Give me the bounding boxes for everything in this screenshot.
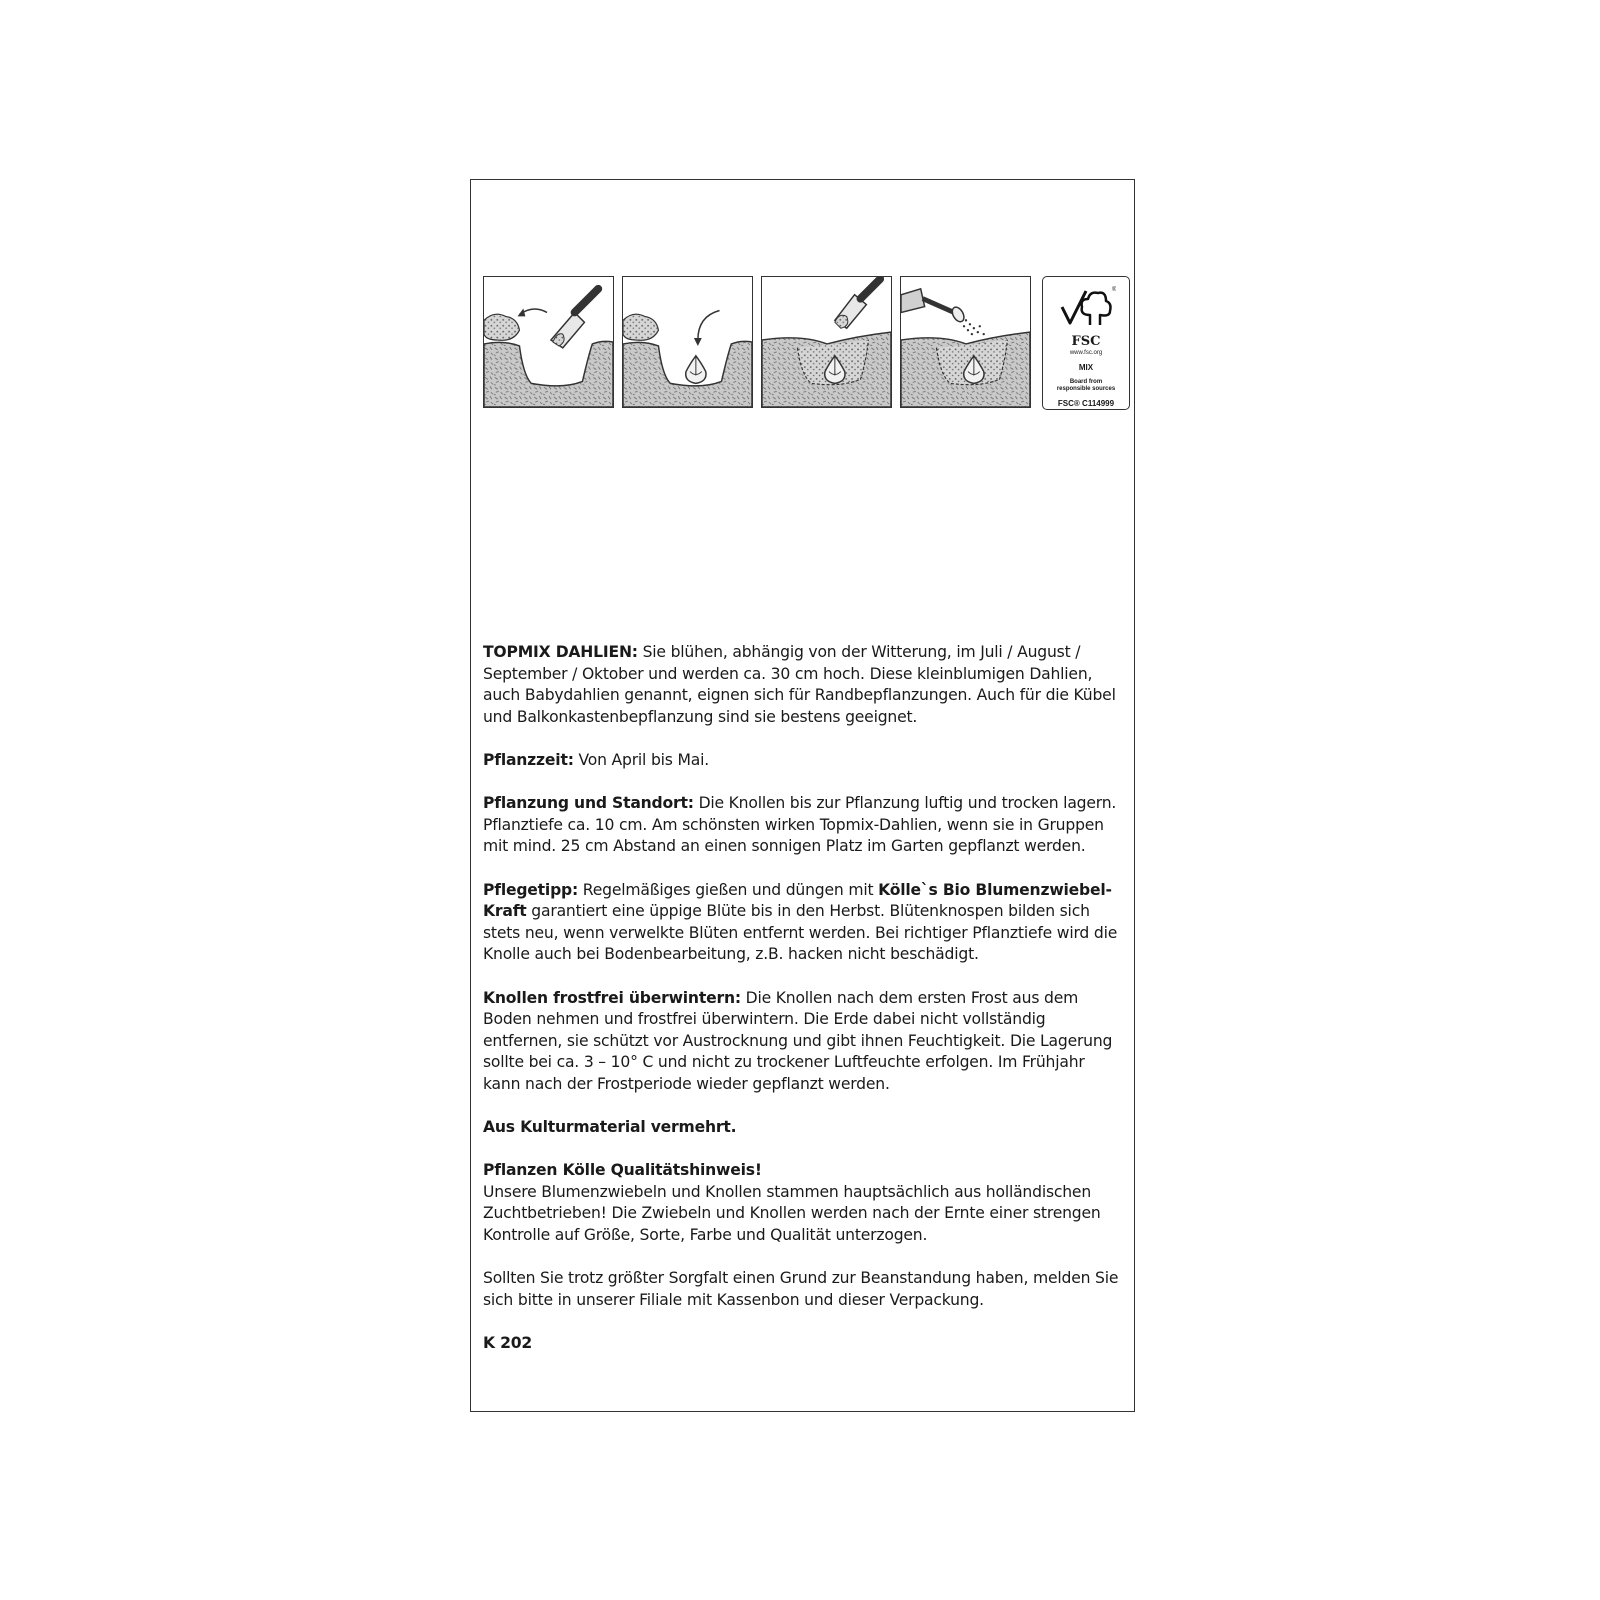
fsc-board-line1: Board from [1069,379,1103,385]
tuber-in-hole-icon [623,277,752,407]
trowel-cover-icon [762,277,891,407]
ueberwintern-body: Die Knollen nach dem ersten Frost aus dem Boden nehmen und frostfrei überwintern. Die Erde dabei nicht vollständig entfernen, sie schützt vor Austrocknung und gibt ihnen Feuchtigkeit. Die Lagerung sollte bei ca. 3 – 10° C und nicht zu trockener Luftfeuchte erfolgen. Im Frühjahr kann nach der Frostperiode wieder gepflanzt werden. [483,988,1113,1093]
fsc-board-line2: responsible sources [1056,386,1116,392]
section-qualitaet [483,1160,1123,1246]
section-pflanzzeit [483,750,1123,772]
ueberwintern-heading: Knollen frostfrei überwintern: [483,988,741,1007]
fsc-mix: MIX [1078,363,1094,372]
pflanzzeit-body: Von April bis Mai. [573,750,709,769]
svg-text:®: ® [1112,287,1116,293]
qualitaet-body: Unsere Blumenzwiebeln und Knollen stammen hauptsächlich aus holländischen Zuchtbetrieben! Die Zwiebeln und Knollen werden nach der Ernte einer strengen Kontrolle auf Größe, Sorte, Farbe und Qualität unterzogen. [483,1182,1101,1245]
section-ueberwintern [483,988,1123,1096]
beanstandung-body: Sollten Sie trotz größter Sorgfalt einen Grund zur Beanstandung haben, melden Sie sich bitte in unserer Filiale mit Kassenbon und dieser Verpackung. [483,1269,1119,1309]
package-label [470,179,1135,1412]
fsc-license-code: FSC® C114999 [1057,399,1115,408]
pflanzung-heading: Pflanzung und Standort: [483,794,694,813]
topmix-body: Sie blühen, abhängig von der Witterung, im Juli / August / September / Oktober und werden ca. 30 cm hoch. Diese kleinblumigen Dahlien, auch Babydahlien genannt, eignen sich für Randbepflanzungen. Auch für die Kübel und Balkonkastenbepflanzung sind sie bestens geeignet. [483,643,1116,726]
section-code [483,1333,1123,1355]
trowel-dig-icon [484,277,613,407]
product-code: K 202 [483,1334,533,1352]
step-dig-hole [483,276,614,408]
watering-can-icon [901,277,1030,407]
pflegetipp-body1: Regelmäßiges gießen und düngen mit [578,880,879,899]
section-beanstandung [483,1268,1123,1311]
pflegetipp-product: Kölle`s Bio Blumenzwiebel-Kraft [483,880,1112,921]
pflanzzeit-heading: Pflanzzeit: [483,750,574,769]
section-pflanzung [483,793,1123,858]
step-place-tuber [622,276,753,408]
section-pflegetipp [483,880,1123,966]
step-water [900,276,1031,408]
fsc-tree-logo-icon [1056,285,1116,335]
kultur-heading: Aus Kulturmaterial vermehrt. [483,1118,737,1137]
section-topmix [483,642,1123,728]
fsc-certification-label [1042,276,1130,410]
topmix-heading: TOPMIX DAHLIEN: [483,643,638,661]
pflanzung-body: Die Knollen bis zur Pflanzung luftig und trocken lagern. Pflanztiefe ca. 10 cm. Am schönsten wirken Topmix-Dahlien, wenn sie in Gruppen mit mind. 25 cm Abstand an einen sonnigen Platz im Garten gepflanzt werden. [483,794,1117,856]
pflegetipp-body2: garantiert eine üppige Blüte bis in den Herbst. Blütenknospen bilden sich stets neu, wenn verwelkte Blüten entfernt werden. Bei richtiger Pflanztiefe wird die Knolle auch bei Bodenbearbeitung, z.B. hacken nicht beschädigt. [483,902,1118,964]
step-cover-soil [761,276,892,408]
qualitaet-heading: Pflanzen Kölle Qualitätshinweis! [483,1161,762,1180]
section-kultur [483,1117,1123,1139]
fsc-brand: FSC [1071,334,1101,349]
pflegetipp-heading: Pflegetipp: [483,880,579,899]
fsc-url: www.fsc.org [1069,350,1103,356]
product-description [483,642,1123,1376]
